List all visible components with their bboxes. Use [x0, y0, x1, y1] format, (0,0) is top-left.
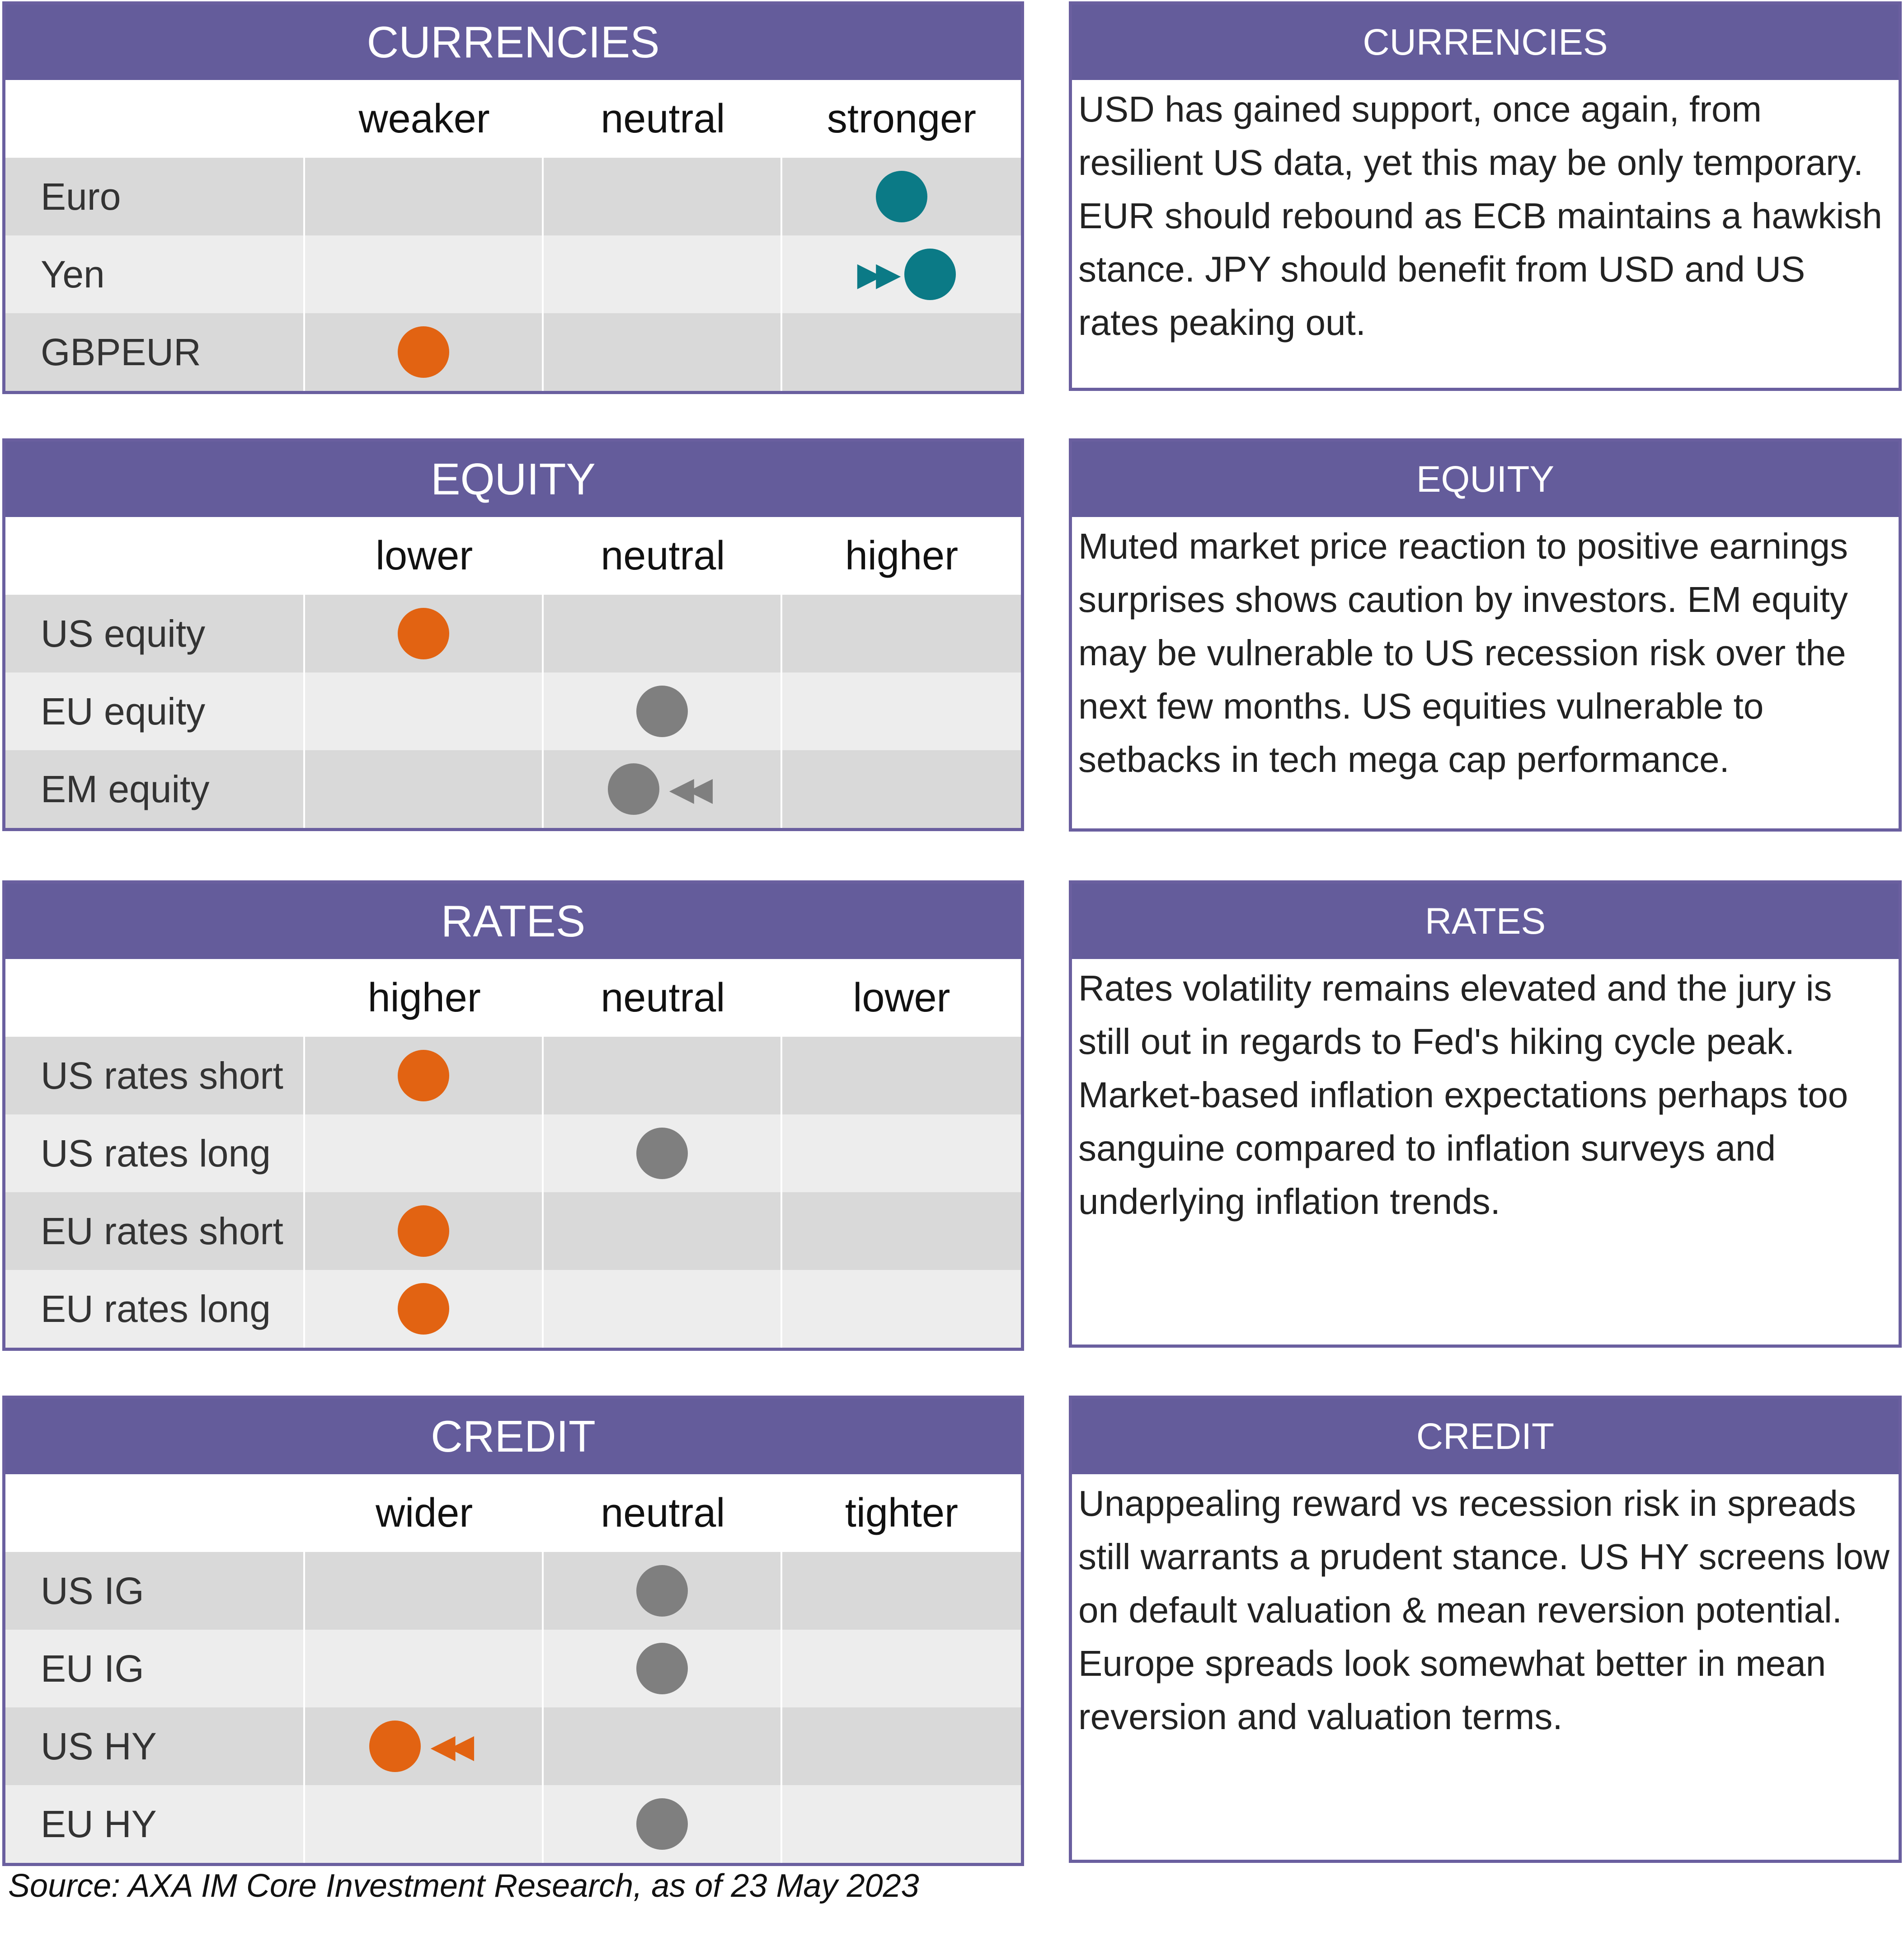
credit-comment-box	[1069, 1396, 1902, 1863]
credit-comment: Unappealing reward vs recession risk in spreads still warrants a prudent stance. US HY screens low on default valuation & mean reversion potential. Europe spreads look somewhat better in mean reversion and valuation terms.	[1078, 1483, 1890, 1737]
currencies-title: CURRENCIES	[5, 5, 1021, 80]
table-row	[5, 235, 1021, 313]
wider-orange-dot-icon	[369, 1721, 421, 1772]
row-label: EU rates short	[5, 1192, 305, 1270]
col-weaker: weaker	[358, 96, 490, 141]
credit-column-header	[5, 1474, 1021, 1552]
table-row	[5, 1037, 1021, 1114]
double-arrow-right-icon: ▶▶	[857, 256, 895, 292]
double-arrow-left-icon: ◀◀	[430, 1728, 468, 1764]
table-row	[5, 313, 1021, 391]
rates-table	[2, 880, 1024, 1351]
higher-orange-dot-icon	[398, 1050, 449, 1101]
lower-orange-dot-icon	[398, 608, 449, 659]
table-row	[5, 1630, 1021, 1707]
neutral-grey-dot-icon	[636, 1798, 688, 1850]
col-neutral: neutral	[601, 1490, 725, 1536]
table-row	[5, 1552, 1021, 1630]
row-label: EU IG	[5, 1630, 305, 1707]
rates-comment-title: RATES	[1072, 884, 1899, 959]
table-row	[5, 750, 1021, 828]
table-row	[5, 1785, 1021, 1863]
equity-comment-title: EQUITY	[1072, 442, 1899, 517]
currencies-comment-box	[1069, 1, 1902, 391]
col-wider: wider	[376, 1490, 473, 1536]
rates-comment: Rates volatility remains elevated and the jury is still out in regards to Fed's hiking cycle peak. Market-based inflation expectations perhaps too sanguine compared to inflation surveys and underlying inflation trends.	[1078, 968, 1848, 1222]
table-row	[5, 1270, 1021, 1348]
col-neutral: neutral	[601, 975, 725, 1020]
currencies-table	[2, 1, 1024, 394]
col-higher: higher	[845, 533, 959, 578]
currencies-comment-title: CURRENCIES	[1072, 5, 1899, 80]
row-label: EU rates long	[5, 1270, 305, 1348]
currencies-comment: USD has gained support, once again, from resilient US data, yet this may be only temporary. EUR should rebound as ECB maintains a hawkish stance. JPY should benefit from USD and US rates peaking out.	[1078, 89, 1882, 343]
row-label: EU HY	[5, 1785, 305, 1863]
row-label: US IG	[5, 1552, 305, 1630]
table-row	[5, 158, 1021, 235]
credit-comment-title: CREDIT	[1072, 1399, 1899, 1474]
neutral-grey-dot-icon	[636, 686, 688, 737]
col-neutral: neutral	[601, 533, 725, 578]
table-row	[5, 1192, 1021, 1270]
col-lower: lower	[376, 533, 473, 578]
table-row	[5, 595, 1021, 672]
col-stronger: stronger	[827, 96, 977, 141]
stronger-teal-dot-icon	[904, 249, 956, 300]
row-label: EU equity	[5, 672, 305, 750]
equity-comment-box	[1069, 438, 1902, 832]
row-label: GBPEUR	[5, 313, 305, 391]
col-neutral: neutral	[601, 96, 725, 141]
equity-title: EQUITY	[5, 442, 1021, 517]
rates-title: RATES	[5, 884, 1021, 959]
neutral-grey-dot-icon	[636, 1128, 688, 1179]
equity-table	[2, 438, 1024, 831]
equity-comment: Muted market price reaction to positive earnings surprises shows caution by investors. EM equity may be vulnerable to US recession risk over the next few months. US equities vulnerable to setbacks in tech mega cap performance.	[1078, 526, 1848, 780]
stronger-teal-dot-icon	[876, 171, 927, 222]
row-label: US HY	[5, 1707, 305, 1785]
currencies-column-header	[5, 80, 1021, 158]
table-row	[5, 1707, 1021, 1785]
rates-comment-box	[1069, 880, 1902, 1348]
neutral-grey-dot-icon	[636, 1643, 688, 1694]
weaker-orange-dot-icon	[398, 326, 449, 378]
table-row	[5, 1114, 1021, 1192]
row-label: US equity	[5, 595, 305, 672]
table-row	[5, 672, 1021, 750]
col-higher: higher	[367, 975, 481, 1020]
neutral-grey-dot-icon	[608, 763, 659, 815]
credit-table	[2, 1396, 1024, 1866]
row-label: Yen	[5, 235, 305, 313]
row-label: US rates long	[5, 1114, 305, 1192]
col-tighter: tighter	[845, 1490, 959, 1536]
higher-orange-dot-icon	[398, 1205, 449, 1257]
double-arrow-left-icon: ◀◀	[669, 771, 707, 807]
row-label: US rates short	[5, 1037, 305, 1114]
neutral-grey-dot-icon	[636, 1565, 688, 1617]
higher-orange-dot-icon	[398, 1283, 449, 1335]
rates-column-header	[5, 959, 1021, 1037]
source-note: Source: AXA IM Core Investment Research, as of 23 May 2023	[8, 1868, 919, 1904]
credit-title: CREDIT	[5, 1399, 1021, 1474]
col-lower: lower	[853, 975, 950, 1020]
row-label: EM equity	[5, 750, 305, 828]
equity-column-header	[5, 517, 1021, 595]
row-label: Euro	[5, 158, 305, 235]
